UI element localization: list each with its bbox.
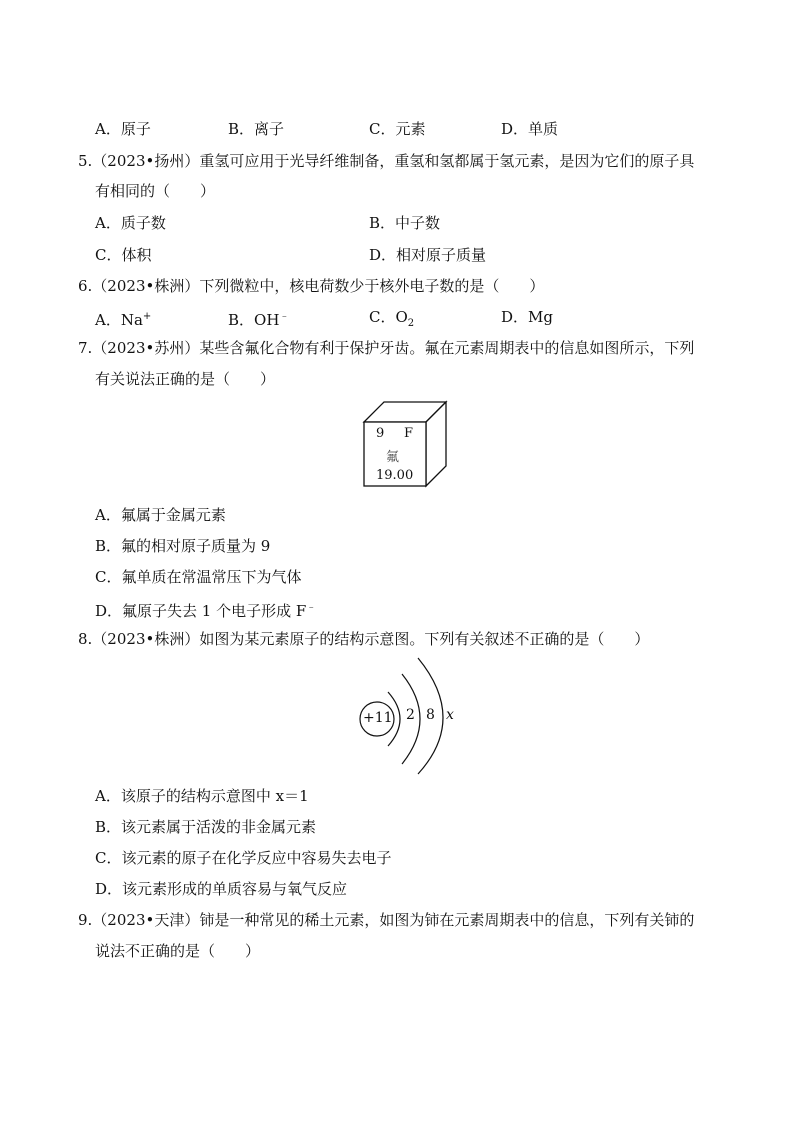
q5-option-b: B．中子数 <box>369 214 441 232</box>
q6-option-d: D．Mg <box>501 308 553 326</box>
shell-2-electrons: 8 <box>426 707 435 723</box>
q8-option-a: A．该原子的结构示意图中 x＝1 <box>95 787 309 805</box>
q8-option-d: D．该元素形成的单质容易与氧气反应 <box>95 880 348 898</box>
q8-stem-line1: 8.（2023•株洲）如图为某元素原子的结构示意图。下列有关叙述不正确的是（ ） <box>78 630 650 648</box>
q5-option-a: A．质子数 <box>95 214 166 232</box>
q7-stem-line1: 7.（2023•苏州）某些含氟化合物有利于保护牙齿。氟在元素周期表中的信息如图所示，下列 <box>78 339 695 357</box>
q4-option-a: A．原子 <box>95 120 151 138</box>
q5-stem-line1: 5.（2023•扬州）重氢可应用于光导纤维制备，重氢和氢都属于氢元素，是因为它们的原子具 <box>78 152 695 170</box>
q8-option-c: C．该元素的原子在化学反应中容易失去电子 <box>95 849 392 867</box>
q7-option-c: C．氟单质在常温常压下为气体 <box>95 568 302 586</box>
q6-stem-line1: 6.（2023•株洲）下列微粒中，核电荷数少于核外电子数的是（ ） <box>78 277 545 295</box>
nucleus-charge: +11 <box>363 710 393 726</box>
q5-stem-line2: 有相同的（ ） <box>95 182 216 200</box>
q8-option-b: B．该元素属于活泼的非金属元素 <box>95 818 317 836</box>
element-name: 氟 <box>386 450 400 465</box>
element-atomic-mass: 19.00 <box>376 468 414 483</box>
q7-option-d: D．氟原子失去 1 个电子形成 F﹣ <box>95 602 317 620</box>
q4-option-c: C．元素 <box>369 120 426 138</box>
element-atomic-number: 9 <box>376 426 385 441</box>
q5-option-c: C．体积 <box>95 246 152 264</box>
q6-option-c: C．$O_2$ <box>369 308 415 329</box>
q4-option-b: B．离子 <box>228 120 285 138</box>
shell-1-electrons: 2 <box>406 707 415 723</box>
q6-option-a: A．Na+ <box>95 311 152 329</box>
q7-stem-line2: 有关说法正确的是（ ） <box>95 370 276 388</box>
q6-option-b: B．OH﹣ <box>228 311 290 329</box>
q9-stem-line2: 说法不正确的是（ ） <box>95 942 261 960</box>
q9-stem-line1: 9.（2023•天津）铈是一种常见的稀土元素，如图为铈在元素周期表中的信息，下列有关铈的 <box>78 911 695 929</box>
q5-option-d: D．相对原子质量 <box>369 246 487 264</box>
q7-option-a: A．氟属于金属元素 <box>95 506 226 524</box>
q7-option-b: B．氟的相对原子质量为 9 <box>95 537 271 555</box>
q4-option-d: D．单质 <box>501 120 559 138</box>
shell-3-electrons: x <box>446 707 454 723</box>
element-symbol: F <box>404 426 414 441</box>
